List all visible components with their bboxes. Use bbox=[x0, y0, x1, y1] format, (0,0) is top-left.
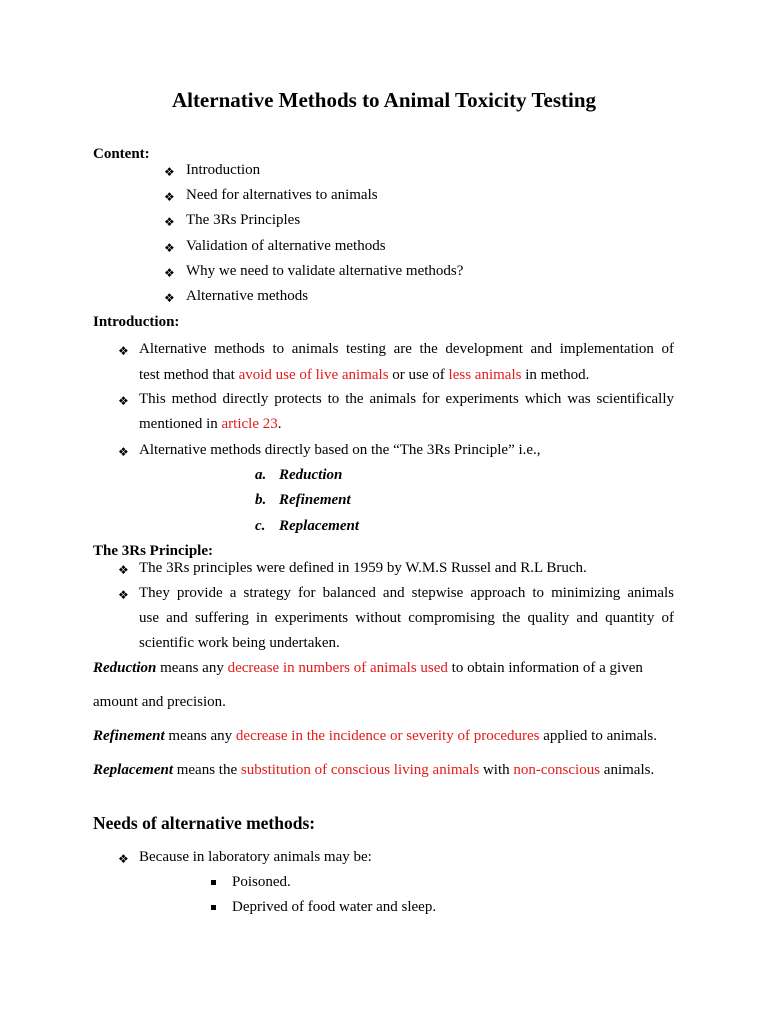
diamond-bullet-icon: ❖ bbox=[118, 394, 129, 408]
square-bullet-icon bbox=[211, 905, 216, 910]
diamond-bullet-icon: ❖ bbox=[164, 165, 175, 179]
reduction-definition-line2: amount and precision. bbox=[93, 694, 226, 710]
refinement-definition: Refinement means any decrease in the incidence or severity of procedures applied to animals. bbox=[93, 728, 657, 744]
principle-b1: The 3Rs principles were defined in 1959 by W.M.S Russel and R.L Bruch. bbox=[139, 560, 587, 576]
content-item: Alternative methods bbox=[186, 288, 309, 304]
principle-b2-line3: scientific work being undertaken. bbox=[139, 635, 340, 651]
diamond-bullet-icon: ❖ bbox=[118, 563, 129, 577]
content-item: Validation of alternative methods bbox=[186, 238, 386, 254]
diamond-bullet-icon: ❖ bbox=[164, 190, 175, 204]
replacement-definition: Replacement means the substitution of conscious living animals with non-conscious animals. bbox=[93, 762, 655, 778]
intro-p2-line2: mentioned in article 23. bbox=[139, 416, 282, 432]
content-item: Introduction bbox=[186, 162, 261, 178]
sublist-item: Replacement bbox=[279, 518, 359, 534]
needs-sub-item: Deprived of food water and sleep. bbox=[232, 899, 437, 915]
needs-sub-item: Poisoned. bbox=[232, 874, 291, 890]
content-item: The 3Rs Principles bbox=[186, 212, 301, 228]
content-heading: Content: bbox=[93, 146, 150, 162]
diamond-bullet-icon: ❖ bbox=[164, 291, 175, 305]
page-title: Alternative Methods to Animal Toxicity Testing bbox=[171, 88, 597, 112]
diamond-bullet-icon: ❖ bbox=[118, 445, 129, 459]
content-item: Why we need to validate alternative methods? bbox=[186, 263, 464, 279]
diamond-bullet-icon: ❖ bbox=[164, 215, 175, 229]
square-bullet-icon bbox=[211, 880, 216, 885]
sublist-marker: b. bbox=[255, 492, 267, 508]
diamond-bullet-icon: ❖ bbox=[118, 344, 129, 358]
sublist-item: Refinement bbox=[279, 492, 351, 508]
diamond-bullet-icon: ❖ bbox=[164, 241, 175, 255]
principle-b2-line1: They provide a strategy for balanced and stepwise approach to minimizing animals bbox=[139, 585, 674, 601]
principle-b2-line2: use and suffering in experiments without compromising the quality and quantity of bbox=[139, 610, 674, 626]
intro-p3: Alternative methods directly based on the “The 3Rs Principle” i.e., bbox=[139, 442, 541, 458]
diamond-bullet-icon: ❖ bbox=[118, 852, 129, 866]
content-item: Need for alternatives to animals bbox=[186, 187, 378, 203]
sublist-item: Reduction bbox=[279, 467, 343, 483]
introduction-heading: Introduction: bbox=[93, 314, 180, 330]
diamond-bullet-icon: ❖ bbox=[118, 588, 129, 602]
principle-heading: The 3Rs Principle: bbox=[93, 543, 213, 559]
sublist-marker: c. bbox=[255, 518, 266, 534]
sublist-marker: a. bbox=[255, 467, 267, 483]
diamond-bullet-icon: ❖ bbox=[164, 266, 175, 280]
needs-heading: Needs of alternative methods: bbox=[93, 813, 316, 833]
intro-p2-line1: This method directly protects to the animals for experiments which was scientifically bbox=[139, 391, 674, 407]
needs-b1: Because in laboratory animals may be: bbox=[139, 849, 372, 865]
intro-p1-line1: Alternative methods to animals testing are the development and implementation of bbox=[139, 341, 674, 357]
intro-p1-line2: test method that avoid use of live animals or use of less animals in method. bbox=[139, 367, 590, 383]
reduction-definition: Reduction means any decrease in numbers of animals used to obtain information of a given bbox=[93, 660, 643, 676]
